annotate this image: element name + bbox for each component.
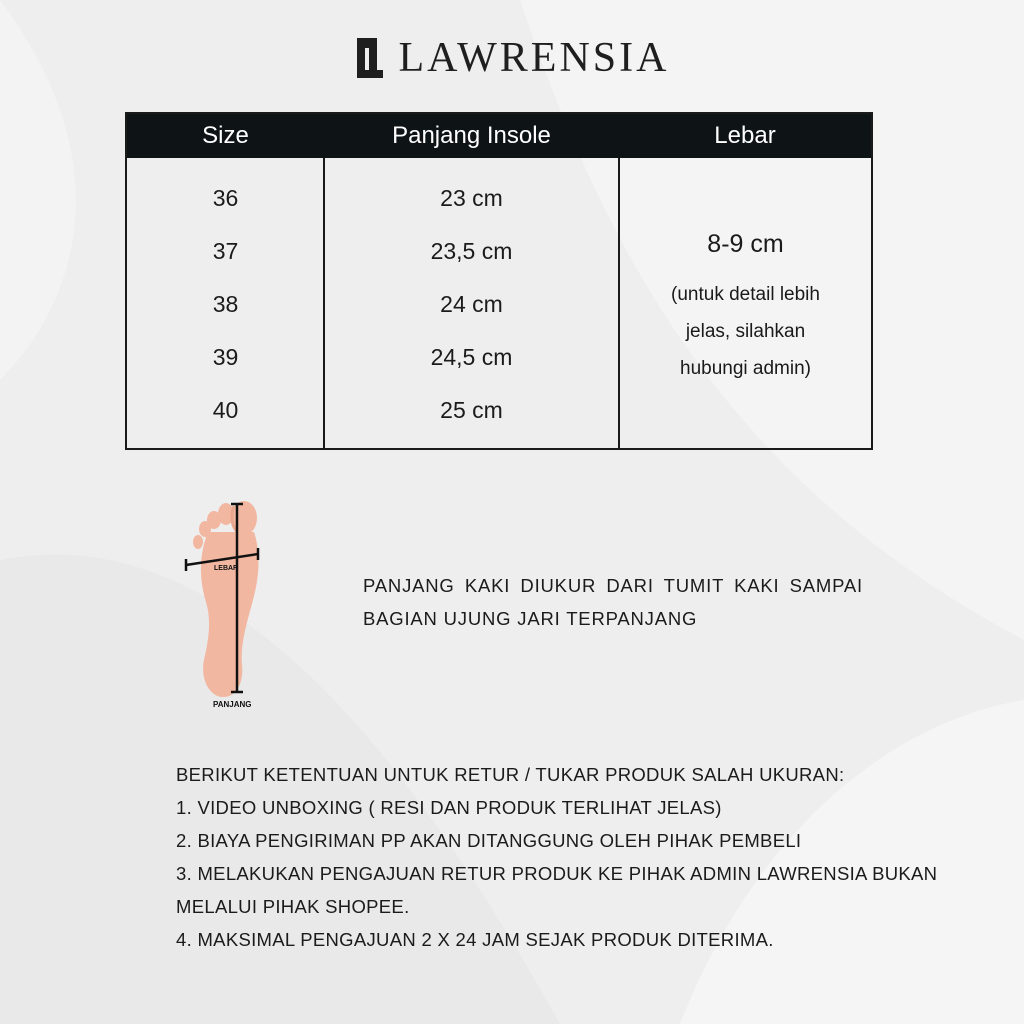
width-note-line: (untuk detail lebih: [671, 284, 820, 305]
instruction-line: PANJANG KAKI DIUKUR DARI TUMIT KAKI SAMPAI: [363, 575, 863, 596]
table-header-row: [127, 114, 871, 158]
brand-logo: [0, 34, 1024, 82]
size-cell: 37: [212, 238, 239, 264]
insole-length-cell: 24,5 cm: [430, 344, 513, 370]
width-cell: [620, 158, 871, 450]
insole-length-cell: 25 cm: [440, 397, 503, 423]
size-chart-table: [125, 112, 873, 450]
measurement-instruction: [363, 569, 863, 635]
return-rules: [176, 758, 976, 956]
insole-length-cell: 24 cm: [440, 291, 503, 317]
rule-item: 1. VIDEO UNBOXING ( RESI DAN PRODUK TERLIHAT JELAS): [176, 797, 722, 818]
header-insole-length: Panjang Insole: [392, 122, 551, 149]
rule-item: 4. MAKSIMAL PENGAJUAN 2 X 24 JAM SEJAK PRODUK DITERIMA.: [176, 929, 774, 950]
header-width: Lebar: [714, 122, 776, 149]
size-cell: 36: [212, 185, 239, 211]
insole-length-cell: 23,5 cm: [430, 238, 513, 264]
width-note-line: hubungi admin): [680, 358, 811, 379]
length-label: PANJANG: [213, 700, 252, 709]
width-value: 8-9 cm: [707, 230, 784, 258]
width-note-line: jelas, silahkan: [685, 321, 806, 342]
instruction-line: BAGIAN UJUNG JARI TERPANJANG: [363, 608, 698, 629]
width-note: [620, 276, 871, 387]
rule-item-continued: MELALUI PIHAK SHOPEE.: [176, 896, 410, 917]
rules-heading: BERIKUT KETENTUAN UNTUK RETUR / TUKAR PRODUK SALAH UKURAN:: [176, 764, 845, 785]
header-size: Size: [202, 122, 249, 149]
size-cell: 39: [212, 344, 239, 370]
foot-sole-icon: [178, 492, 278, 714]
brand-name: LAWRENSIA: [398, 35, 670, 81]
size-cell: 40: [212, 397, 239, 423]
width-label: LEBAR: [214, 565, 239, 572]
insole-length-cell: 23 cm: [440, 185, 503, 211]
rule-item: 3. MELAKUKAN PENGAJUAN RETUR PRODUK KE PIHAK ADMIN LAWRENSIA BUKAN: [176, 863, 938, 884]
rule-item: 2. BIAYA PENGIRIMAN PP AKAN DITANGGUNG OLEH PIHAK PEMBELI: [176, 830, 802, 851]
lawrensia-logo-mark-icon: [355, 36, 385, 80]
size-cell: 38: [212, 291, 239, 317]
